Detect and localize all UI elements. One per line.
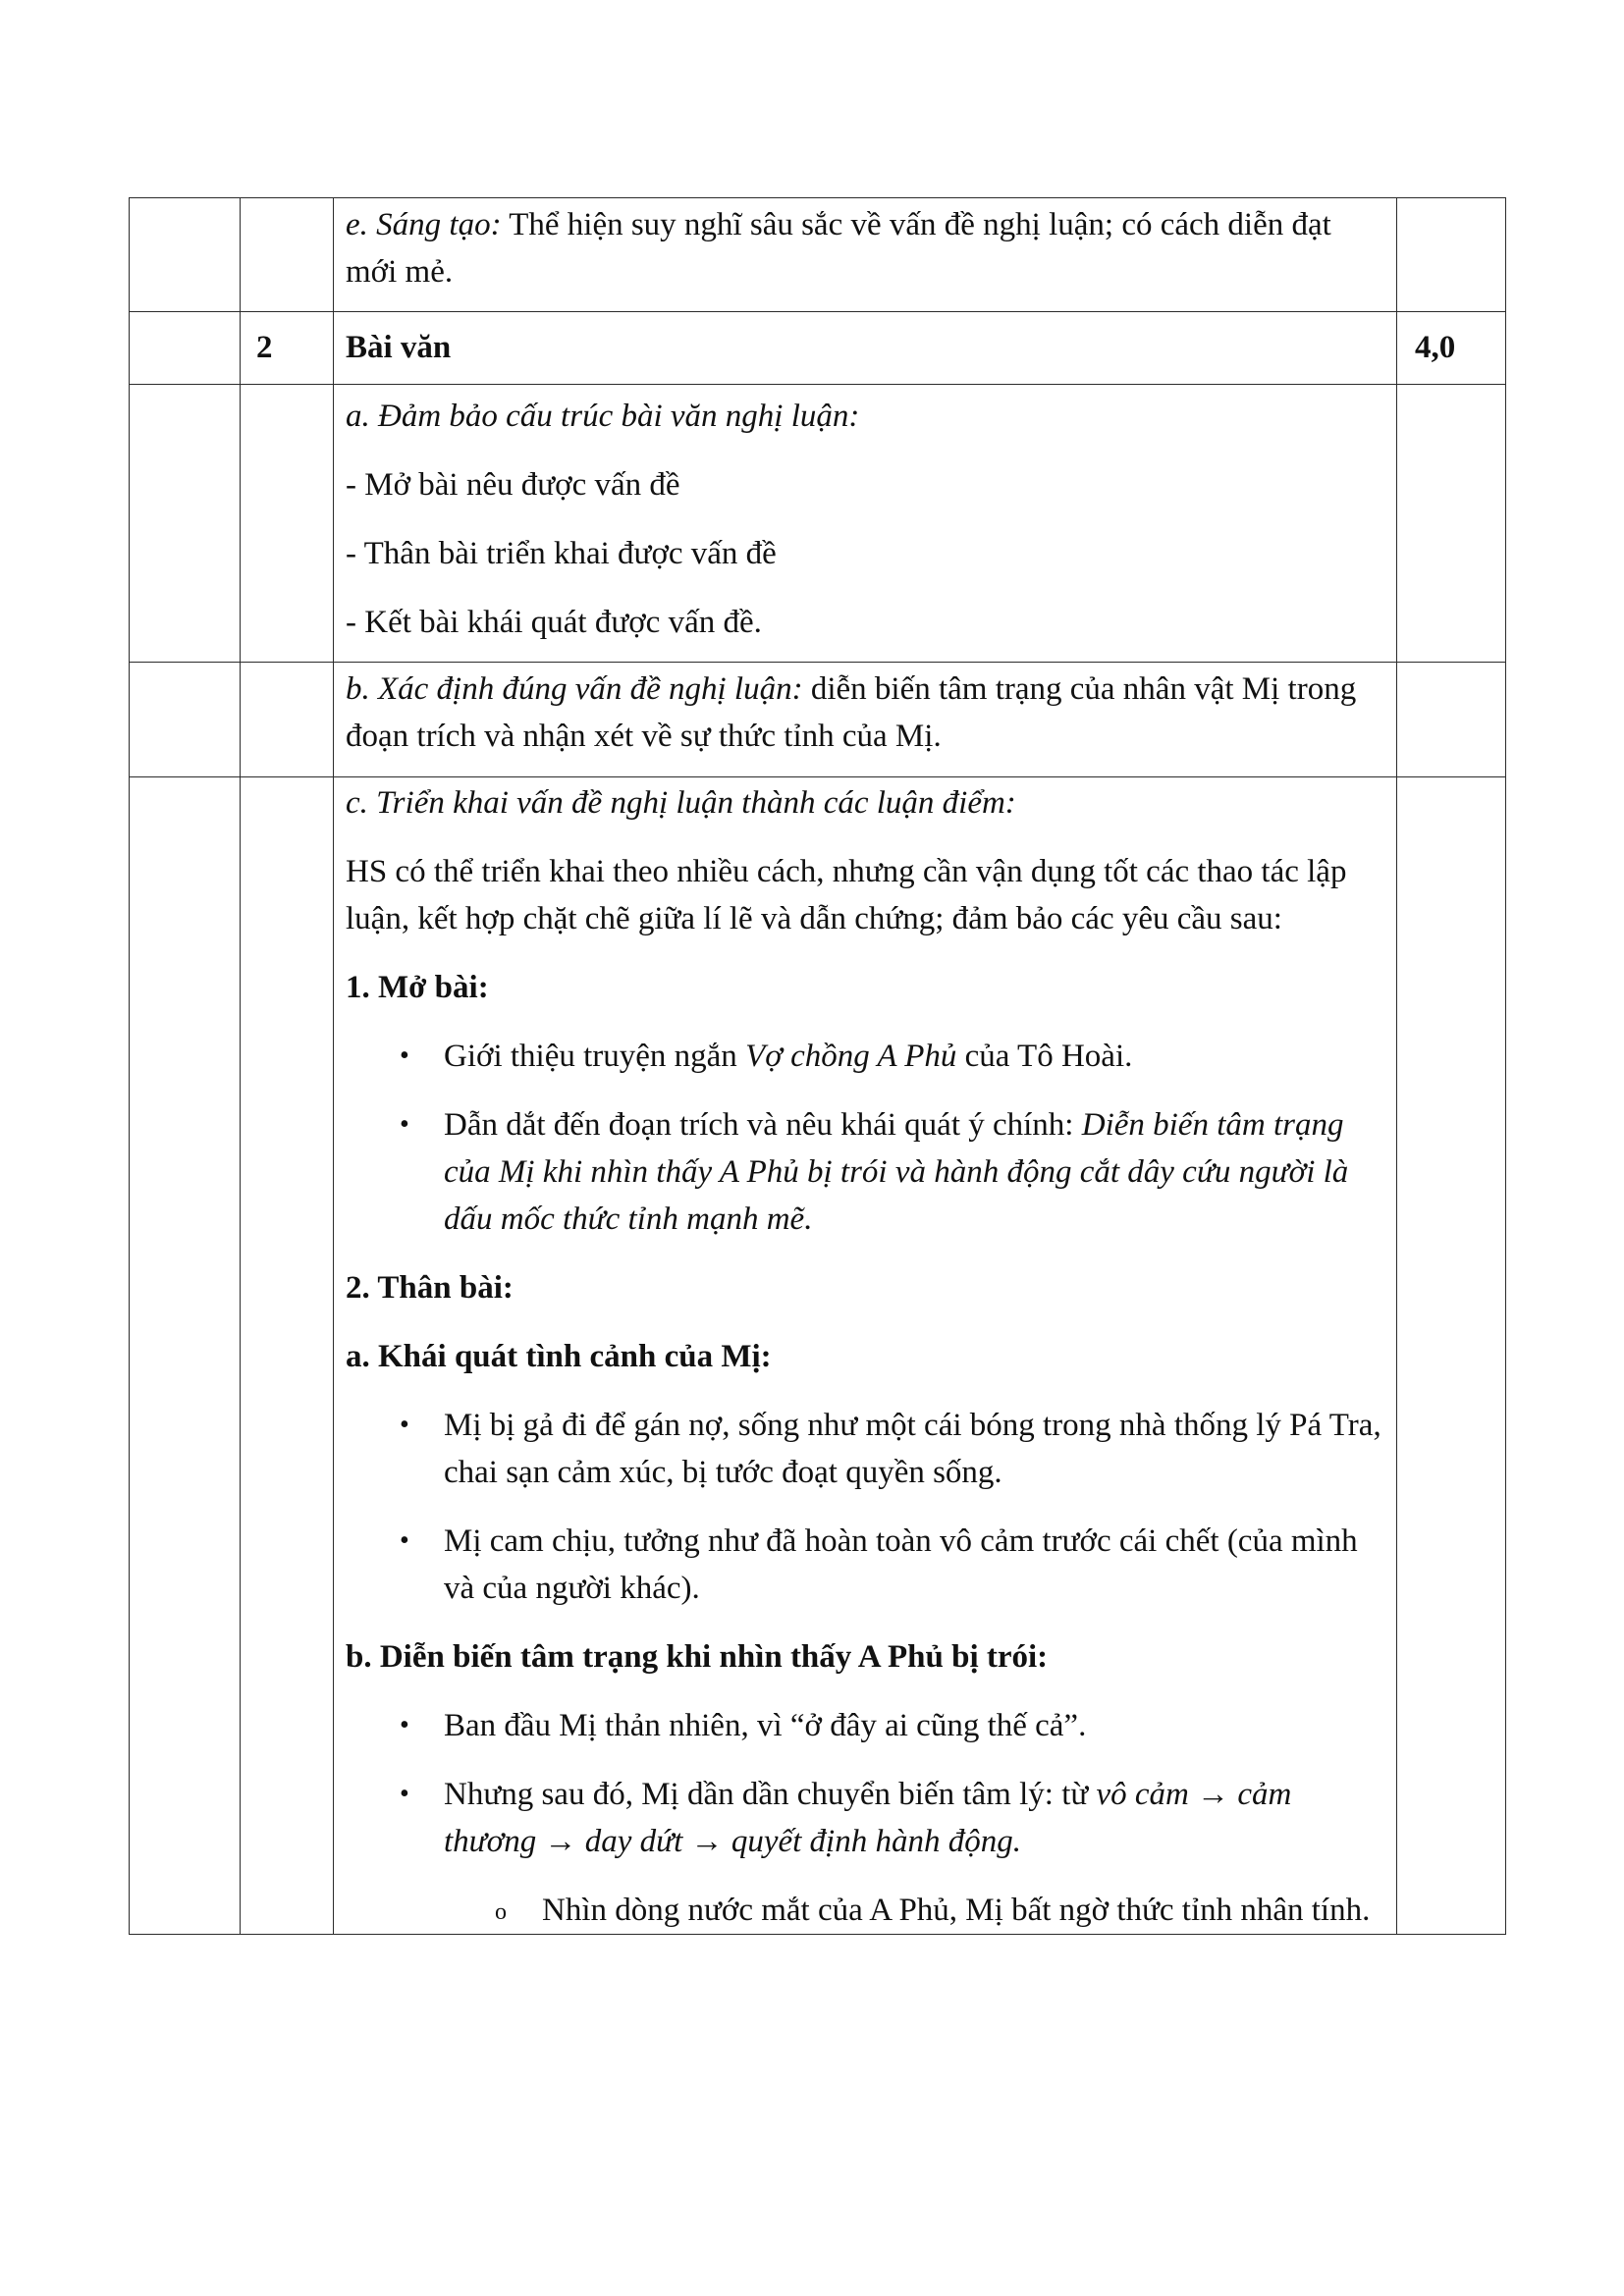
table-row — [130, 663, 1506, 777]
empty-cell — [241, 663, 334, 777]
sub-bullet-list — [346, 1887, 1384, 1934]
bullet-icon: • — [400, 1779, 409, 1809]
criterion-text: Thể hiện suy nghĩ sâu sắc về vấn đề nghị luận; có cách diễn đạt mới mẻ. — [346, 207, 1331, 290]
score-cell — [1397, 777, 1506, 1935]
section-title: Bài văn — [346, 330, 452, 365]
list-item: • Dẫn dắt đến đoạn trích và nêu khái quát ý chính: Diễn biến tâm trạng của Mị khi nhìn thấy A Phủ bị trói và hành động cắt dây cứu người là dấu mốc thức tỉnh mạnh mẽ. — [346, 1101, 1384, 1243]
answer-table — [129, 197, 1506, 1935]
content-cell — [334, 663, 1397, 777]
empty-cell — [241, 777, 334, 1935]
empty-cell — [241, 198, 334, 312]
list-item: o Nhìn dòng nước mắt của A Phủ, Mị bất ngờ thức tỉnh nhân tính. — [346, 1887, 1384, 1934]
situation-bullet-list — [346, 1402, 1384, 1612]
criterion-label: b. Xác định đúng vấn đề nghị luận: — [346, 671, 803, 707]
content-cell — [334, 385, 1397, 663]
work-title: Vợ chồng A Phủ — [745, 1039, 957, 1074]
table-row — [130, 777, 1506, 1935]
question-number: 2 — [256, 330, 273, 365]
table-row — [130, 198, 1506, 312]
structure-heading: a. Đảm bảo cấu trúc bài văn nghị luận: — [346, 399, 860, 434]
question-number-cell — [241, 312, 334, 385]
table-row — [130, 312, 1506, 385]
subsection-title: a. Khái quát tình cảnh của Mị: — [346, 1339, 772, 1374]
criterion-label: e. Sáng tạo: — [346, 207, 502, 242]
list-item: • Nhưng sau đó, Mị dần dần chuyển biến tâm lý: từ vô cảm → cảm thương → day dứt → quyết định hành động. — [346, 1771, 1384, 1865]
bullet-icon: • — [400, 1410, 409, 1440]
empty-cell — [130, 777, 241, 1935]
criterion-text: diễn biến tâm trạng của nhân vật Mị trong đoạn trích và nhận xét về sự thức tỉnh của Mị. — [346, 671, 1357, 754]
empty-cell — [130, 198, 241, 312]
bullet-icon: • — [400, 1041, 409, 1071]
body-section-title: 2. Thân bài: — [346, 1270, 514, 1306]
structure-item: - Thân bài triển khai được vấn đề — [346, 536, 777, 571]
list-item: • Ban đầu Mị thản nhiên, vì “ở đây ai cũng thế cả”. — [346, 1702, 1384, 1749]
score-cell — [1397, 312, 1506, 385]
content-cell — [334, 198, 1397, 312]
issue-criterion — [346, 666, 1384, 760]
bullet-icon: • — [400, 1710, 409, 1740]
structure-item: - Mở bài nêu được vấn đề — [346, 467, 680, 503]
intro-section-title: 1. Mở bài: — [346, 970, 489, 1005]
creativity-criterion — [346, 201, 1384, 295]
list-item: • Giới thiệu truyện ngắn Vợ chồng A Phủ của Tô Hoài. — [346, 1033, 1384, 1080]
score-cell — [1397, 385, 1506, 663]
score-cell — [1397, 198, 1506, 312]
content-cell — [334, 312, 1397, 385]
content-cell — [334, 777, 1397, 1935]
structure-item: - Kết bài khái quát được vấn đề. — [346, 605, 762, 640]
empty-cell — [130, 312, 241, 385]
empty-cell — [241, 385, 334, 663]
circle-bullet-icon: o — [495, 1899, 507, 1925]
list-item: • Mị cam chịu, tưởng như đã hoàn toàn vô cảm trước cái chết (của mình và của người khác). — [346, 1518, 1384, 1612]
bullet-icon: • — [400, 1109, 409, 1140]
empty-cell — [130, 385, 241, 663]
mood-bullet-list — [346, 1702, 1384, 1865]
development-heading: c. Triển khai vấn đề nghị luận thành các luận điểm: — [346, 785, 1016, 821]
score-cell — [1397, 663, 1506, 777]
empty-cell — [130, 663, 241, 777]
subsection-title: b. Diễn biến tâm trạng khi nhìn thấy A Phủ bị trói: — [346, 1639, 1049, 1675]
intro-bullet-list — [346, 1033, 1384, 1243]
table-row — [130, 385, 1506, 663]
score-value: 4,0 — [1415, 330, 1456, 365]
development-intro: HS có thể triển khai theo nhiều cách, nhưng cần vận dụng tốt các thao tác lập luận, kết hợp chặt chẽ giữa lí lẽ và dẫn chứng; đảm bảo các yêu cầu sau: — [346, 854, 1347, 936]
bullet-icon: • — [400, 1525, 409, 1556]
list-item: • Mị bị gả đi để gán nợ, sống như một cái bóng trong nhà thống lý Pá Tra, chai sạn cảm xúc, bị tước đoạt quyền sống. — [346, 1402, 1384, 1496]
